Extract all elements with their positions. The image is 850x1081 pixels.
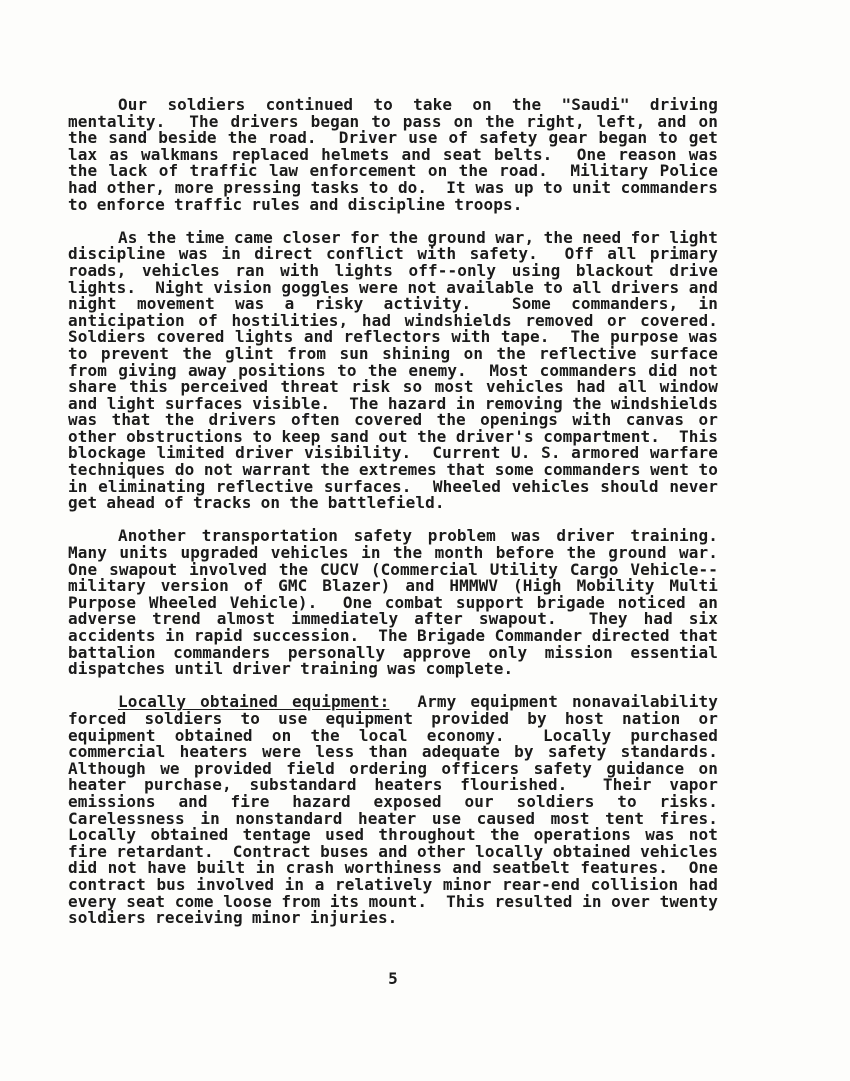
paragraph-light-discipline: As the time came closer for the ground war, the need for light discipline was in direct conflict with safety. Off all primary roads, vehicles ran with lights off--only using blackout drive lights. Night vision goggles were not available to all drivers and night movement was a risky activity. Some commanders, in anticipation of hostilities, had windshields removed or covered. Soldiers covered lights and reflectors with tape. The purpose was to prevent the glint from sun shining on the reflective surface from giving away positions to the enemy. Most commanders did not share this perceived threat risk so most vehicles had all window and light surfaces visible. The hazard in removing the windshields was that the drivers often covered the openings with canvas or other obstructions to keep sand out the driver's compartment. This blockage limited driver visibility. Current U. S. armored warfare techniques do not warrant the extremes that some commanders went to in eliminating reflective surfaces. Wheeled vehicles should never get ahead of tracks on the battlefield. xyxy=(68,227,737,513)
paragraph-locally-obtained-equipment xyxy=(68,692,737,928)
body-text xyxy=(68,95,737,928)
paragraph-driving-mentality: Our soldiers continued to take on the "Saudi" driving mentality. The drivers began to pass on the right, left, and on the sand beside the road. Driver use of safety gear began to get lax as walkmans replaced helmets and seat belts. One reason was the lack of traffic law enforcement on the road. Military Police had other, more pressing tasks to do. It was up to unit commanders to enforce traffic rules and discipline troops. xyxy=(68,95,728,214)
section-body-text: Army equipment nonavailability forced soldiers to use equipment provided by host nation or equipment obtained on the local economy. Locally purchased commercial heaters were less than adequate by safety standards. Although we provided field ordering officers safety guidance on heater purchase, substandard heaters flourished. Their vapor emissions and fire hazard exposed our soldiers to risks. Carelessness in nonstandard heater use caused most tent fires. Locally obtained tentage used throughout the operations was not fire retardant. Contract buses and other locally obtained vehicles did not have built in crash worthiness and seatbelt features. One contract bus involved in a relatively minor rear-end collision had every seat come loose from its mount. This resulted in over twenty soldiers receiving minor injuries. xyxy=(68,692,737,928)
section-heading-locally-obtained-equipment: Locally obtained equipment: xyxy=(118,692,390,712)
paragraph-driver-training: Another transportation safety problem was driver training. Many units upgraded vehicles in the month before the ground war. One swapout involved the CUCV (Commercial Utility Cargo Vehicle--military version of GMC Blazer) and HMMWV (High Mobility Multi Purpose Wheeled Vehicle). One combat support brigade noticed an adverse trend almost immediately after swapout. They had six accidents in rapid succession. The Brigade Commander directed that battalion commanders personally approve only mission essential dispatches until driver training was complete. xyxy=(68,526,737,679)
page-number: 5 xyxy=(388,969,398,988)
